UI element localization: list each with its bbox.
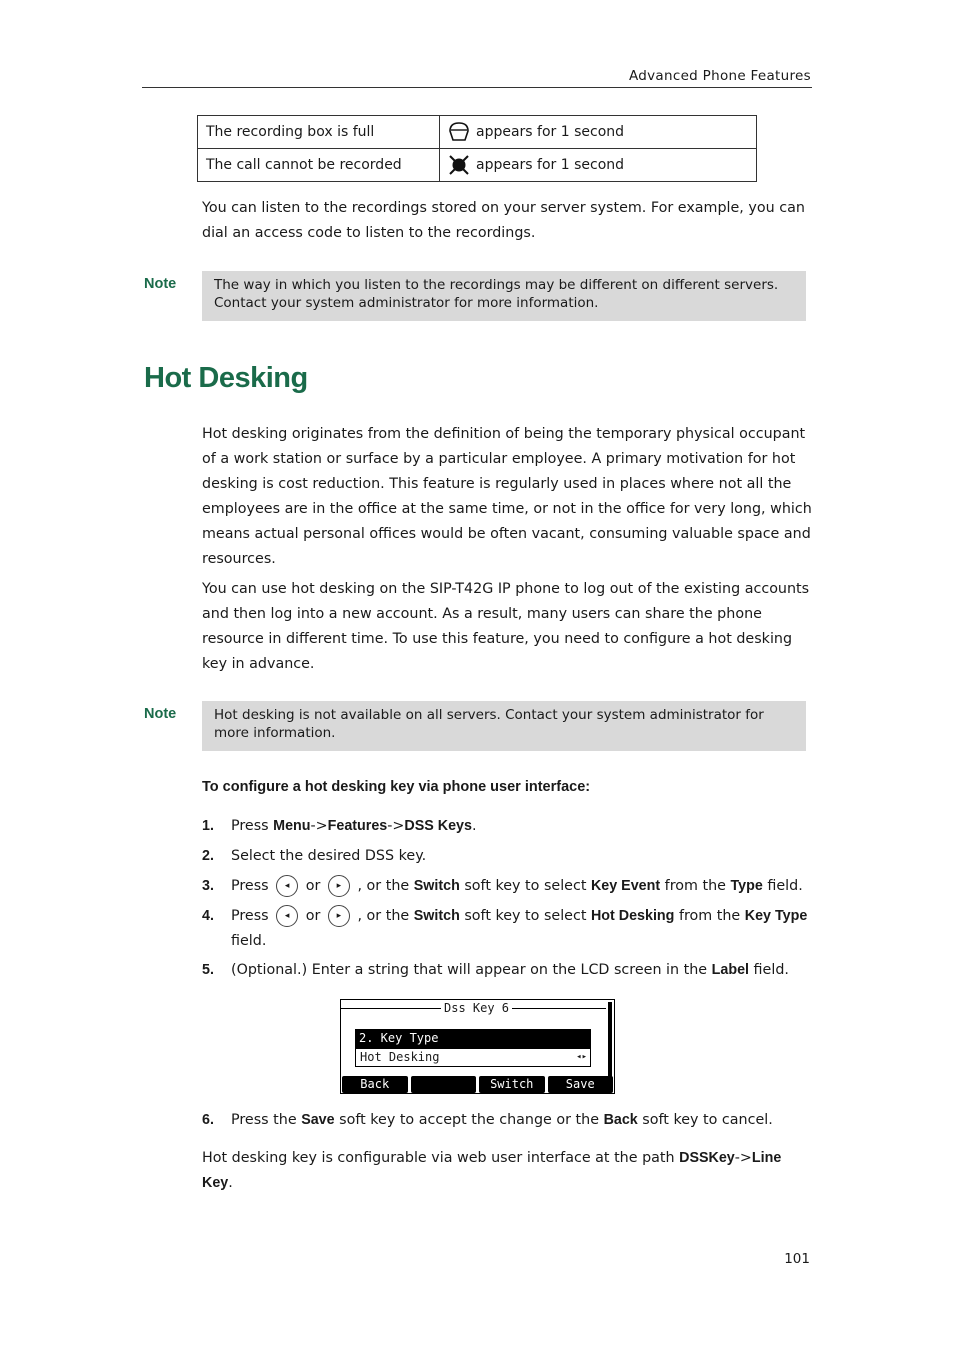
section-title: Hot Desking bbox=[144, 362, 308, 394]
left-nav-key-icon: ◂ bbox=[276, 875, 298, 897]
step-text: Press Menu->Features->DSS Keys. bbox=[231, 818, 477, 834]
result-text: appears for 1 second bbox=[476, 124, 625, 140]
step-number: 4. bbox=[202, 908, 214, 924]
note-box: The way in which you listen to the recordings may be different on different servers. Contact your system administrator for more information. bbox=[202, 271, 806, 321]
lcd-screen-figure bbox=[340, 999, 615, 1094]
right-nav-key-icon: ▸ bbox=[328, 905, 350, 927]
lcd-softkey-bar bbox=[342, 1076, 613, 1093]
lcd-value-row bbox=[355, 1048, 591, 1067]
step-item bbox=[202, 1108, 812, 1133]
step-item bbox=[202, 874, 812, 899]
right-nav-key-icon: ▸ bbox=[328, 875, 350, 897]
step-number: 6. bbox=[202, 1112, 214, 1128]
lcd-selected-row: 2. Key Type bbox=[355, 1029, 591, 1048]
lcd-softkey-blank bbox=[411, 1076, 477, 1093]
table-row bbox=[198, 149, 757, 182]
step-text: Press the Save soft key to accept the change or the Back soft key to cancel. bbox=[231, 1112, 773, 1128]
lcd-scrollbar bbox=[608, 1002, 612, 1077]
recording-box-full-icon bbox=[448, 121, 470, 143]
header-rule bbox=[142, 87, 812, 88]
step-number: 2. bbox=[202, 848, 214, 864]
step-number: 3. bbox=[202, 878, 214, 894]
lcd-value-text: Hot Desking bbox=[360, 1050, 440, 1064]
table-cell-condition: The call cannot be recorded bbox=[198, 149, 440, 182]
step-item bbox=[202, 904, 812, 954]
step-item bbox=[202, 844, 812, 869]
recording-status-table bbox=[197, 115, 757, 182]
step-number: 5. bbox=[202, 962, 214, 978]
body-paragraph: Hot desking originates from the definition of being the temporary physical occupant of a work station or surface by a particular employee. A primary motivation for hot desking is cost reduction. This feature is regularly used in places where not all the employees are in the office at the same time, or not in the office for very long, which means actual personal offices would be often vacant, consuming valuable space and resources. bbox=[202, 426, 812, 567]
lcd-title: Dss Key 6 bbox=[441, 1000, 512, 1016]
left-nav-key-icon: ◂ bbox=[276, 905, 298, 927]
note-label: Note bbox=[144, 706, 177, 722]
lcd-softkey-save: Save bbox=[548, 1076, 614, 1093]
table-cell-condition: The recording box is full bbox=[198, 116, 440, 149]
table-row bbox=[198, 116, 757, 149]
result-text: appears for 1 second bbox=[476, 157, 625, 173]
note-box: Hot desking is not available on all servers. Contact your system administrator for more information. bbox=[202, 701, 806, 751]
step-text: (Optional.) Enter a string that will appear on the LCD screen in the Label field. bbox=[231, 962, 789, 978]
record-failed-icon bbox=[448, 154, 470, 176]
closing-paragraph: Hot desking key is configurable via web user interface at the path DSSKey->Line Key. bbox=[202, 1150, 782, 1191]
page-number: 101 bbox=[784, 1251, 810, 1267]
step-item bbox=[202, 958, 812, 983]
note-label: Note bbox=[144, 276, 177, 292]
step-text: Press ◂ or ▸ , or the Switch soft key to select Key Event from the Type field. bbox=[231, 874, 812, 899]
step-text: Select the desired DSS key. bbox=[231, 848, 427, 864]
intro-paragraph: You can listen to the recordings stored on your server system. For example, you can dial an access code to listen to the recordings. bbox=[202, 200, 805, 241]
running-header: Advanced Phone Features bbox=[628, 68, 811, 84]
lcd-softkey-switch: Switch bbox=[479, 1076, 545, 1093]
step-text: Press ◂ or ▸ , or the Switch soft key to select Hot Desking from the Key Type field. bbox=[231, 904, 812, 954]
body-paragraph: You can use hot desking on the SIP-T42G IP phone to log out of the existing accounts and then log into a new account. As a result, many users can share the phone resource in different time. To use this feature, you need to configure a hot desking key in advance. bbox=[202, 581, 810, 672]
lcd-softkey-back: Back bbox=[342, 1076, 408, 1093]
procedure-title: To configure a hot desking key via phone user interface: bbox=[202, 779, 591, 795]
lcd-left-right-arrows-icon: ◂▸ bbox=[576, 1052, 587, 1062]
step-item bbox=[202, 814, 812, 839]
table-cell-result bbox=[440, 116, 757, 149]
step-number: 1. bbox=[202, 818, 214, 834]
table-cell-result bbox=[440, 149, 757, 182]
